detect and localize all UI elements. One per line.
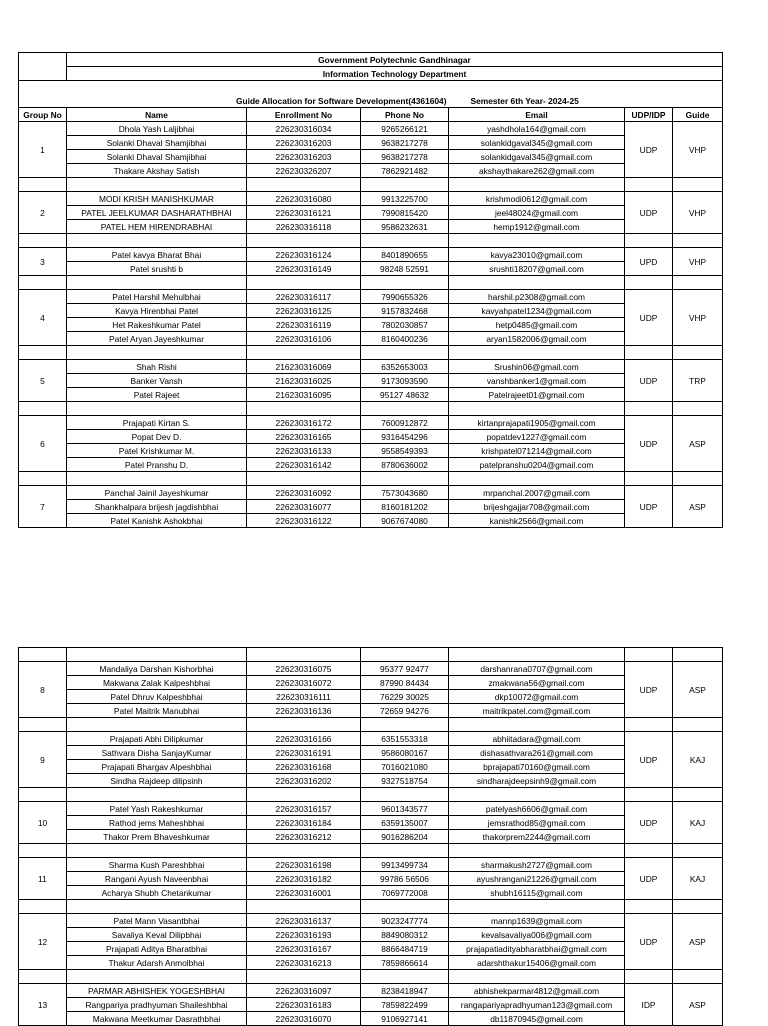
- enrollment-no: 226230316034: [247, 122, 361, 136]
- student-name: Patel Kanishk Ashokbhai: [67, 514, 247, 528]
- phone-no: 8160181202: [361, 500, 449, 514]
- phone-no: 95377 92477: [361, 662, 449, 676]
- group-spacer-row: [19, 718, 723, 732]
- student-name: Solanki Dhaval Shamjibhai: [67, 150, 247, 164]
- table-row: [19, 290, 723, 304]
- phone-no: 7862921482: [361, 164, 449, 178]
- email: harshil.p2308@gmail.com: [449, 290, 625, 304]
- phone-no: 7990655326: [361, 290, 449, 304]
- email: ayushrangani21226@gmail.com: [449, 872, 625, 886]
- student-name: Patel Dhruv Kalpeshbhai: [67, 690, 247, 704]
- table-row: [19, 136, 723, 150]
- guide-code: KAJ: [673, 858, 723, 900]
- email: thakorprem2244@gmail.com: [449, 830, 625, 844]
- phone-no: 72659 94276: [361, 704, 449, 718]
- table-row: [19, 360, 723, 374]
- enrollment-no: 216230316069: [247, 360, 361, 374]
- enrollment-no: 226230316167: [247, 942, 361, 956]
- enrollment-no: 226230316080: [247, 192, 361, 206]
- enrollment-no: 226230316202: [247, 774, 361, 788]
- phone-no: 7859866614: [361, 956, 449, 970]
- student-name: Patel Yash Rakeshkumar: [67, 802, 247, 816]
- phone-no: 8780636002: [361, 458, 449, 472]
- student-name: PATEL HEM HIRENDRABHAI: [67, 220, 247, 234]
- enrollment-no: 226230316172: [247, 416, 361, 430]
- student-name: Makwana Zalak Kalpeshbhai: [67, 676, 247, 690]
- student-name: Banker Vansh: [67, 374, 247, 388]
- email: solankidgaval345@gmail.com: [449, 136, 625, 150]
- email: Srushin06@gmail.com: [449, 360, 625, 374]
- group-number: 11: [19, 858, 67, 900]
- group-spacer-row: [19, 844, 723, 858]
- table-row: [19, 928, 723, 942]
- group-number: 9: [19, 732, 67, 788]
- email: kanishk2566@gmail.com: [449, 514, 625, 528]
- guide-code: VHP: [673, 192, 723, 234]
- phone-no: 7859822499: [361, 998, 449, 1012]
- student-name: Patel Maitrik Manubhai: [67, 704, 247, 718]
- guide-code: TRP: [673, 360, 723, 402]
- table-row: [19, 830, 723, 844]
- phone-no: 9586080167: [361, 746, 449, 760]
- project-type: UDP: [625, 858, 673, 900]
- email: srushti18207@gmail.com: [449, 262, 625, 276]
- student-name: Prajapati Bhargav Alpeshbhai: [67, 760, 247, 774]
- table-row: [19, 500, 723, 514]
- table-row: [19, 956, 723, 970]
- email: jemsrathod85@gmail.com: [449, 816, 625, 830]
- student-name: Makwana Meetkumar Dasrathbhai: [67, 1012, 247, 1026]
- student-name: PATEL JEELKUMAR DASHARATHBHAI: [67, 206, 247, 220]
- student-name: Patel Pranshu D.: [67, 458, 247, 472]
- enrollment-no: 226230316212: [247, 830, 361, 844]
- phone-no: 9157832468: [361, 304, 449, 318]
- student-name: Solanki Dhaval Shamjibhai: [67, 136, 247, 150]
- student-name: Sindha Rajdeep dilipsinh: [67, 774, 247, 788]
- phone-no: 7016021080: [361, 760, 449, 774]
- col-type: UDP/IDP: [625, 108, 673, 122]
- table-row: [19, 388, 723, 402]
- table-row: [19, 802, 723, 816]
- enrollment-no: 226230316166: [247, 732, 361, 746]
- enrollment-no: 226230316122: [247, 514, 361, 528]
- guide-code: KAJ: [673, 802, 723, 844]
- table-row: [19, 514, 723, 528]
- enrollment-no: 226230316198: [247, 858, 361, 872]
- email: dkp10072@gmail.com: [449, 690, 625, 704]
- guide-code: VHP: [673, 248, 723, 276]
- group-number: 2: [19, 192, 67, 234]
- student-name: MODI KRISH MANISHKUMAR: [67, 192, 247, 206]
- email: kirtanprajapati1905@gmail.com: [449, 416, 625, 430]
- enrollment-no: 226230316203: [247, 150, 361, 164]
- table-row: [19, 984, 723, 998]
- phone-no: 76229 30025: [361, 690, 449, 704]
- enrollment-no: 226230316070: [247, 1012, 361, 1026]
- email: rangapariyapradhyuman123@gmail.com: [449, 998, 625, 1012]
- student-name: Shankhalpara brijesh jagdishbhai: [67, 500, 247, 514]
- phone-no: 98248 52591: [361, 262, 449, 276]
- phone-no: 87990 84434: [361, 676, 449, 690]
- student-name: Patel Rajeet: [67, 388, 247, 402]
- enrollment-no: 226230316075: [247, 662, 361, 676]
- table-row: [19, 430, 723, 444]
- phone-no: 9327518754: [361, 774, 449, 788]
- table-row: [19, 1012, 723, 1026]
- guide-code: ASP: [673, 416, 723, 472]
- phone-no: 9558549393: [361, 444, 449, 458]
- email: sharmakush2727@gmail.com: [449, 858, 625, 872]
- student-name: Het Rakeshkumar Patel: [67, 318, 247, 332]
- enrollment-no: 226230316118: [247, 220, 361, 234]
- table-row: [19, 914, 723, 928]
- phone-no: 9173093590: [361, 374, 449, 388]
- phone-no: 9638217278: [361, 150, 449, 164]
- enrollment-no: 226230316119: [247, 318, 361, 332]
- enrollment-no: 216230316025: [247, 374, 361, 388]
- phone-no: 95127 48632: [361, 388, 449, 402]
- email: shubh16115@gmail.com: [449, 886, 625, 900]
- student-name: Thakur Adarsh Anmolbhai: [67, 956, 247, 970]
- phone-no: 7600912872: [361, 416, 449, 430]
- group-number: 6: [19, 416, 67, 472]
- enrollment-no: 226230316125: [247, 304, 361, 318]
- email: krishpatel071214@gmail.com: [449, 444, 625, 458]
- project-type: UDP: [625, 802, 673, 844]
- table-row: [19, 206, 723, 220]
- allocation-title: Guide Allocation for Software Development(4361604): [67, 94, 449, 108]
- phone-no: 7990815420: [361, 206, 449, 220]
- email: abhiitadara@gmail.com: [449, 732, 625, 746]
- col-enrollment: Enrollment No: [247, 108, 361, 122]
- phone-no: 9638217278: [361, 136, 449, 150]
- phone-no: 9913225700: [361, 192, 449, 206]
- col-phone: Phone No: [361, 108, 449, 122]
- student-name: Prajapati Kirtan S.: [67, 416, 247, 430]
- table-row: [19, 248, 723, 262]
- student-name: Patel kavya Bharat Bhai: [67, 248, 247, 262]
- group-spacer-row: [19, 788, 723, 802]
- student-name: Shah Rishi: [67, 360, 247, 374]
- phone-no: 8849080312: [361, 928, 449, 942]
- project-type: UDP: [625, 486, 673, 528]
- department-name: Information Technology Department: [67, 67, 723, 81]
- email: maitrikpatel.com@gmail.com: [449, 704, 625, 718]
- table-row: [19, 444, 723, 458]
- table-row: [19, 164, 723, 178]
- student-name: Patel srushti b: [67, 262, 247, 276]
- group-number: 7: [19, 486, 67, 528]
- group-number: 5: [19, 360, 67, 402]
- phone-no: 9067674080: [361, 514, 449, 528]
- group-spacer-row: [19, 276, 723, 290]
- table-row: [19, 676, 723, 690]
- guide-code: ASP: [673, 984, 723, 1026]
- email: solankidgaval345@gmail.com: [449, 150, 625, 164]
- enrollment-no: 226230316106: [247, 332, 361, 346]
- table-row: [19, 318, 723, 332]
- enrollment-no: 226230316124: [247, 248, 361, 262]
- phone-no: 8238418947: [361, 984, 449, 998]
- group-spacer-row: [19, 970, 723, 984]
- phone-no: 7802030857: [361, 318, 449, 332]
- table-row: [19, 332, 723, 346]
- enrollment-no: 226230316121: [247, 206, 361, 220]
- email: Patelrajeet01@gmail.com: [449, 388, 625, 402]
- enrollment-no: 226230316072: [247, 676, 361, 690]
- phone-no: 9586232631: [361, 220, 449, 234]
- enrollment-no: 226230316133: [247, 444, 361, 458]
- project-type: UDP: [625, 290, 673, 346]
- col-group: Group No: [19, 108, 67, 122]
- group-spacer-row: [19, 648, 723, 662]
- enrollment-no: 226230316165: [247, 430, 361, 444]
- table-row: [19, 886, 723, 900]
- student-name: Sathvara Disha SanjayKumar: [67, 746, 247, 760]
- enrollment-no: 226230316111: [247, 690, 361, 704]
- enrollment-no: 226230316117: [247, 290, 361, 304]
- project-type: UDP: [625, 192, 673, 234]
- project-type: UDP: [625, 662, 673, 718]
- phone-no: 6359135007: [361, 816, 449, 830]
- table-row: [19, 416, 723, 430]
- table-row: [19, 458, 723, 472]
- email: mannp1639@gmail.com: [449, 914, 625, 928]
- table-row: [19, 998, 723, 1012]
- table-row: [19, 220, 723, 234]
- project-type: UDP: [625, 416, 673, 472]
- enrollment-no: 226230316168: [247, 760, 361, 774]
- phone-no: 8401890655: [361, 248, 449, 262]
- group-spacer-row: [19, 234, 723, 248]
- guide-code: VHP: [673, 122, 723, 178]
- enrollment-no: 226230316149: [247, 262, 361, 276]
- enrollment-no: 226230316136: [247, 704, 361, 718]
- email: krishmodi0612@gmail.com: [449, 192, 625, 206]
- guide-code: ASP: [673, 914, 723, 970]
- enrollment-no: 226230316193: [247, 928, 361, 942]
- group-number: 8: [19, 662, 67, 718]
- guide-allocation-table: [18, 52, 723, 528]
- group-spacer-row: [19, 178, 723, 192]
- student-name: Patel Aryan Jayeshkumar: [67, 332, 247, 346]
- student-name: Patel Mann Vasantbhai: [67, 914, 247, 928]
- guide-code: ASP: [673, 662, 723, 718]
- group-number: 10: [19, 802, 67, 844]
- table-row: [19, 704, 723, 718]
- table-row: [19, 662, 723, 676]
- guide-code: ASP: [673, 486, 723, 528]
- table-row: [19, 122, 723, 136]
- col-guide: Guide: [673, 108, 723, 122]
- group-number: 1: [19, 122, 67, 178]
- email: kavyahpatel1234@gmail.com: [449, 304, 625, 318]
- email: brijeshgajjar708@gmail.com: [449, 500, 625, 514]
- enrollment-no: 226230326207: [247, 164, 361, 178]
- student-name: Thakor Prem Bhaveshkumar: [67, 830, 247, 844]
- student-name: Rangpariya pradhyuman Shaileshbhai: [67, 998, 247, 1012]
- student-name: Panchal Jainil Jayeshkumar: [67, 486, 247, 500]
- email: dishasathvara261@gmail.com: [449, 746, 625, 760]
- group-spacer-row: [19, 346, 723, 360]
- group-number: 12: [19, 914, 67, 970]
- enrollment-no: 226230316182: [247, 872, 361, 886]
- student-name: Prajapati Aditya Bharatbhai: [67, 942, 247, 956]
- group-spacer-row: [19, 402, 723, 416]
- email: patelyash6606@gmail.com: [449, 802, 625, 816]
- email: bprajapati70160@gmail.com: [449, 760, 625, 774]
- enrollment-no: 226230316097: [247, 984, 361, 998]
- email: adarshthakur15406@gmail.com: [449, 956, 625, 970]
- guide-allocation-table-continued: [18, 647, 723, 1026]
- group-number: 13: [19, 984, 67, 1026]
- project-type: UDP: [625, 914, 673, 970]
- phone-no: 8866484719: [361, 942, 449, 956]
- student-name: Rangani Ayush Naveenbhai: [67, 872, 247, 886]
- student-name: Kavya Hirenbhai Patel: [67, 304, 247, 318]
- project-type: UDP: [625, 360, 673, 402]
- email: kevalsavaliya006@gmail.com: [449, 928, 625, 942]
- student-name: Patel Harshil Mehulbhai: [67, 290, 247, 304]
- phone-no: 7573043680: [361, 486, 449, 500]
- phone-no: 99786 56506: [361, 872, 449, 886]
- enrollment-no: 226230316001: [247, 886, 361, 900]
- student-name: Rathod jems Maheshbhai: [67, 816, 247, 830]
- enrollment-no: 216230316095: [247, 388, 361, 402]
- phone-no: 9265266121: [361, 122, 449, 136]
- email: abhishekparmar4812@gmail.com: [449, 984, 625, 998]
- phone-no: 8160400236: [361, 332, 449, 346]
- phone-no: 9913499734: [361, 858, 449, 872]
- semester-year: Semester 6th Year- 2024-25: [449, 94, 723, 108]
- email: vanshbanker1@gmail.com: [449, 374, 625, 388]
- table-row: [19, 732, 723, 746]
- email: prajapatiadityabharatbhai@gmail.com: [449, 942, 625, 956]
- email: popatdev1227@gmail.com: [449, 430, 625, 444]
- student-name: Sharma Kush Pareshbhai: [67, 858, 247, 872]
- email: aryan1582006@gmail.com: [449, 332, 625, 346]
- email: hemp1912@gmail.com: [449, 220, 625, 234]
- email: yashdhola164@gmail.com: [449, 122, 625, 136]
- table-row: [19, 746, 723, 760]
- project-type: UDP: [625, 732, 673, 788]
- enrollment-no: 226230316137: [247, 914, 361, 928]
- student-name: PARMAR ABHISHEK YOGESHBHAI: [67, 984, 247, 998]
- email: zmakwana56@gmail.com: [449, 676, 625, 690]
- table-row: [19, 942, 723, 956]
- project-type: UDP: [625, 122, 673, 178]
- enrollment-no: 226230316213: [247, 956, 361, 970]
- table-row: [19, 774, 723, 788]
- table-row: [19, 760, 723, 774]
- group-number: 3: [19, 248, 67, 276]
- enrollment-no: 226230316183: [247, 998, 361, 1012]
- table-row: [19, 858, 723, 872]
- table-row: [19, 690, 723, 704]
- phone-no: 6352653003: [361, 360, 449, 374]
- email: kavya23010@gmail.com: [449, 248, 625, 262]
- enrollment-no: 226230316077: [247, 500, 361, 514]
- enrollment-no: 226230316092: [247, 486, 361, 500]
- enrollment-no: 226230316191: [247, 746, 361, 760]
- enrollment-no: 226230316157: [247, 802, 361, 816]
- phone-no: 9016286204: [361, 830, 449, 844]
- email: akshaythakare262@gmail.com: [449, 164, 625, 178]
- phone-no: 7069772008: [361, 886, 449, 900]
- table-row: [19, 304, 723, 318]
- student-name: Prajapati Abhi Dilipkumar: [67, 732, 247, 746]
- phone-no: 9601343577: [361, 802, 449, 816]
- student-name: Mandaliya Darshan Kishorbhai: [67, 662, 247, 676]
- email: darshanrana0707@gmail.com: [449, 662, 625, 676]
- email: mrpanchal.2007@gmail.com: [449, 486, 625, 500]
- col-email: Email: [449, 108, 625, 122]
- col-name: Name: [67, 108, 247, 122]
- group-spacer-row: [19, 900, 723, 914]
- project-type: UPD: [625, 248, 673, 276]
- phone-no: 9023247774: [361, 914, 449, 928]
- student-name: Popat Dev D.: [67, 430, 247, 444]
- table-row: [19, 872, 723, 886]
- email: hetp0485@gmail.com: [449, 318, 625, 332]
- enrollment-no: 226230316203: [247, 136, 361, 150]
- college-name: Government Polytechnic Gandhinagar: [67, 53, 723, 67]
- enrollment-no: 226230316142: [247, 458, 361, 472]
- table-row: [19, 192, 723, 206]
- guide-code: KAJ: [673, 732, 723, 788]
- student-name: Savaliya Keval Dilipbhai: [67, 928, 247, 942]
- student-name: Patel Krishkumar M.: [67, 444, 247, 458]
- table-row: [19, 486, 723, 500]
- project-type: IDP: [625, 984, 673, 1026]
- student-name: Dhola Yash Laljibhai: [67, 122, 247, 136]
- email: sindharajdeepsinh9@gmail.com: [449, 774, 625, 788]
- table-row: [19, 816, 723, 830]
- phone-no: 9316454296: [361, 430, 449, 444]
- email: patelpranshu0204@gmail.com: [449, 458, 625, 472]
- table-row: [19, 262, 723, 276]
- group-number: 4: [19, 290, 67, 346]
- group-spacer-row: [19, 472, 723, 486]
- email: jeel48024@gmail.com: [449, 206, 625, 220]
- guide-code: VHP: [673, 290, 723, 346]
- email: db11870945@gmail.com: [449, 1012, 625, 1026]
- student-name: Acharya Shubh Chetankumar: [67, 886, 247, 900]
- phone-no: 9106927141: [361, 1012, 449, 1026]
- enrollment-no: 226230316184: [247, 816, 361, 830]
- student-name: Thakare Akshay Satish: [67, 164, 247, 178]
- phone-no: 6351553318: [361, 732, 449, 746]
- table-row: [19, 374, 723, 388]
- table-row: [19, 150, 723, 164]
